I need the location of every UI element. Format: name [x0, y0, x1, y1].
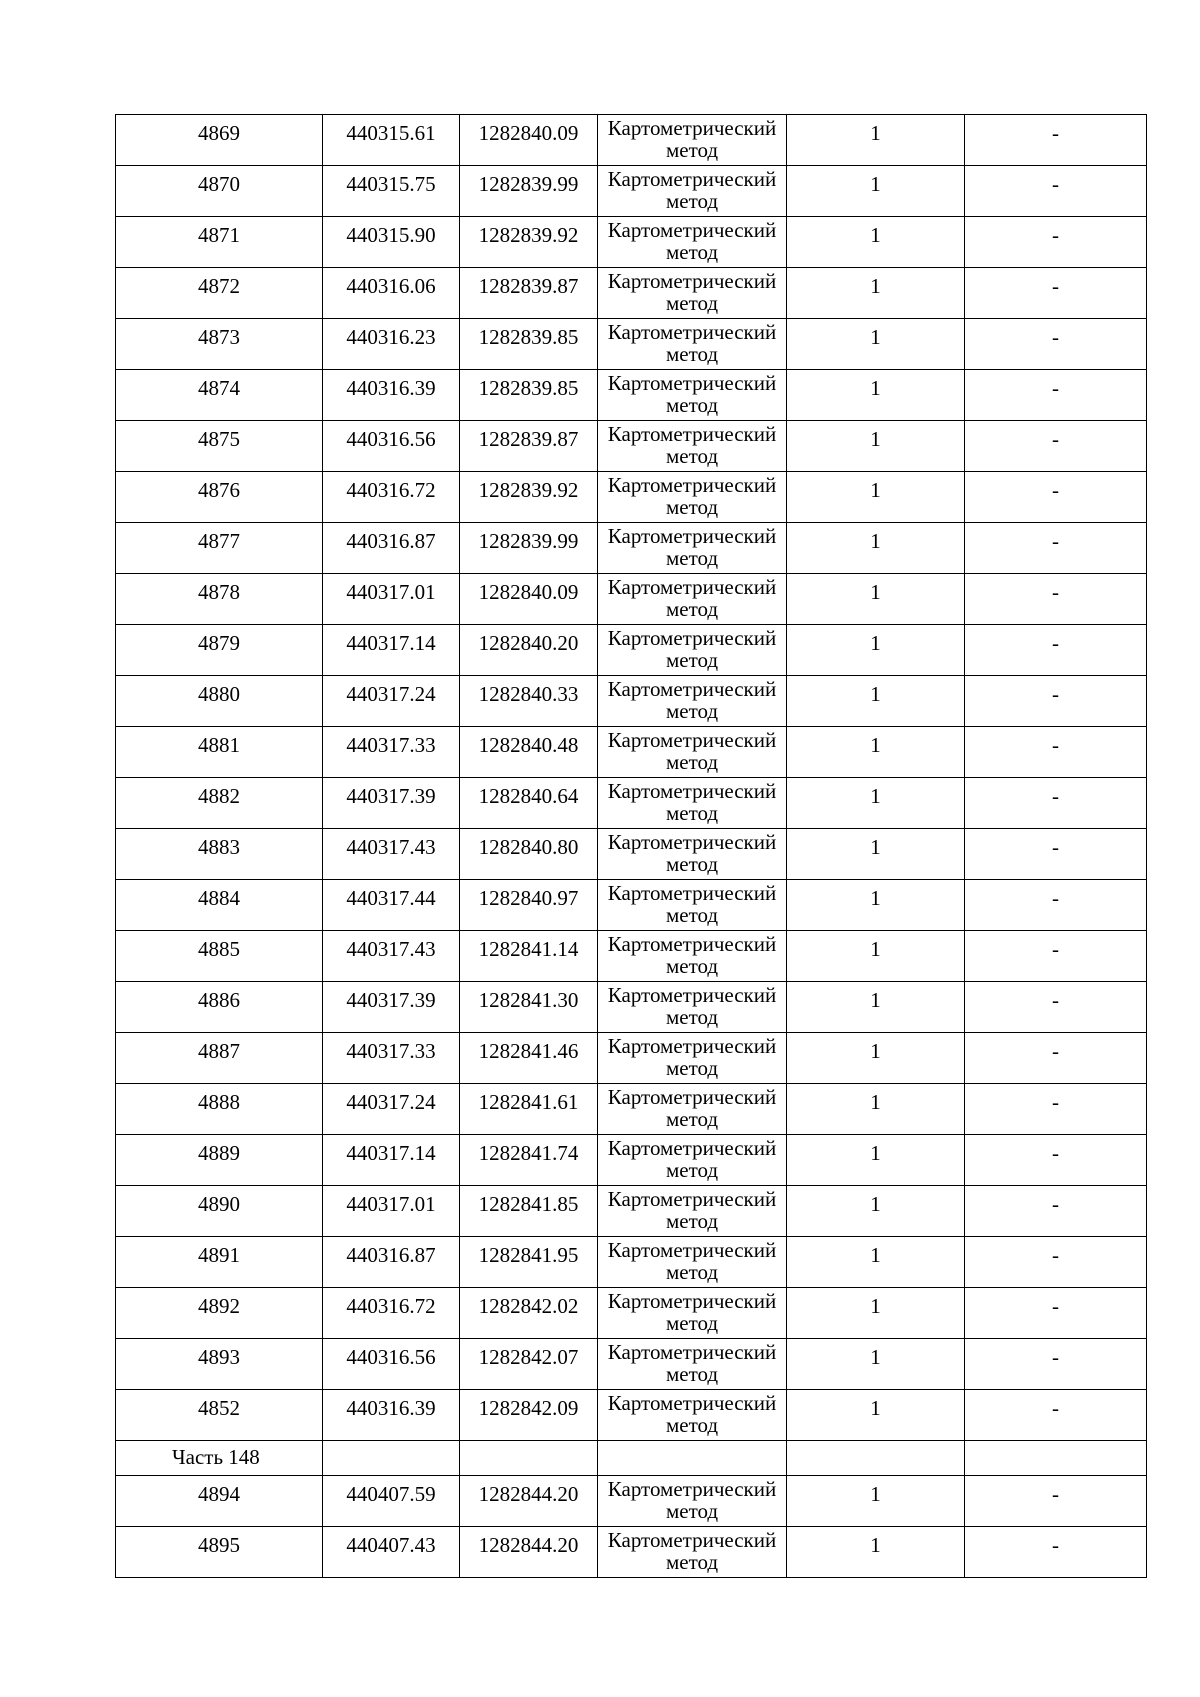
accuracy-cell: 1: [787, 1476, 965, 1527]
x-coordinate-cell: 440317.24: [323, 1084, 460, 1135]
note-cell: -: [965, 523, 1147, 574]
point-number-cell: 4895: [116, 1527, 323, 1578]
table-row: [116, 268, 1147, 319]
note-cell: -: [965, 1237, 1147, 1288]
accuracy-cell: 1: [787, 1527, 965, 1578]
x-coordinate-cell: 440316.72: [323, 1288, 460, 1339]
x-coordinate-cell: 440316.56: [323, 1339, 460, 1390]
x-coordinate-cell: 440316.23: [323, 319, 460, 370]
note-cell: -: [965, 1135, 1147, 1186]
note-cell: -: [965, 625, 1147, 676]
x-coordinate-cell: 440316.06: [323, 268, 460, 319]
note-cell: -: [965, 1084, 1147, 1135]
accuracy-cell: 1: [787, 1390, 965, 1441]
point-number-cell: 4881: [116, 727, 323, 778]
x-coordinate-cell: 440317.14: [323, 625, 460, 676]
point-number-cell: 4887: [116, 1033, 323, 1084]
method-cell: Картометрический метод: [598, 370, 787, 421]
accuracy-cell: 1: [787, 166, 965, 217]
accuracy-cell: 1: [787, 625, 965, 676]
x-coordinate-cell: 440407.43: [323, 1527, 460, 1578]
point-number-cell: 4892: [116, 1288, 323, 1339]
method-cell: Картометрический метод: [598, 1527, 787, 1578]
x-coordinate-cell: 440316.87: [323, 1237, 460, 1288]
table-row: [116, 523, 1147, 574]
x-coordinate-cell: 440317.01: [323, 1186, 460, 1237]
method-cell: Картометрический метод: [598, 319, 787, 370]
y-coordinate-cell: 1282841.95: [460, 1237, 598, 1288]
note-cell: -: [965, 319, 1147, 370]
point-number-cell: 4891: [116, 1237, 323, 1288]
method-cell: Картометрический метод: [598, 1288, 787, 1339]
note-cell: -: [965, 370, 1147, 421]
accuracy-cell: 1: [787, 982, 965, 1033]
method-cell: Картометрический метод: [598, 472, 787, 523]
method-cell: Картометрический метод: [598, 1186, 787, 1237]
table-row: [116, 1084, 1147, 1135]
note-cell: -: [965, 115, 1147, 166]
accuracy-cell: 1: [787, 421, 965, 472]
x-coordinate-cell: 440317.01: [323, 574, 460, 625]
method-cell: Картометрический метод: [598, 829, 787, 880]
method-cell: Картометрический метод: [598, 1390, 787, 1441]
accuracy-cell: 1: [787, 829, 965, 880]
table-row: [116, 1186, 1147, 1237]
x-coordinate-cell: 440316.56: [323, 421, 460, 472]
y-coordinate-cell: 1282839.85: [460, 370, 598, 421]
empty-cell: [965, 1441, 1147, 1476]
empty-cell: [460, 1441, 598, 1476]
note-cell: -: [965, 1476, 1147, 1527]
y-coordinate-cell: 1282841.14: [460, 931, 598, 982]
point-number-cell: 4878: [116, 574, 323, 625]
y-coordinate-cell: 1282840.97: [460, 880, 598, 931]
table-row: [116, 1033, 1147, 1084]
note-cell: -: [965, 829, 1147, 880]
x-coordinate-cell: 440317.24: [323, 676, 460, 727]
point-number-cell: 4874: [116, 370, 323, 421]
note-cell: -: [965, 1033, 1147, 1084]
x-coordinate-cell: 440317.39: [323, 778, 460, 829]
y-coordinate-cell: 1282839.92: [460, 472, 598, 523]
y-coordinate-cell: 1282839.87: [460, 268, 598, 319]
method-cell: Картометрический метод: [598, 1339, 787, 1390]
table-row: [116, 676, 1147, 727]
note-cell: -: [965, 1390, 1147, 1441]
accuracy-cell: 1: [787, 268, 965, 319]
accuracy-cell: 1: [787, 1288, 965, 1339]
method-cell: Картометрический метод: [598, 421, 787, 472]
y-coordinate-cell: 1282839.85: [460, 319, 598, 370]
method-cell: Картометрический метод: [598, 166, 787, 217]
accuracy-cell: 1: [787, 880, 965, 931]
y-coordinate-cell: 1282841.85: [460, 1186, 598, 1237]
note-cell: -: [965, 268, 1147, 319]
x-coordinate-cell: 440316.39: [323, 1390, 460, 1441]
point-number-cell: 4876: [116, 472, 323, 523]
point-number-cell: 4871: [116, 217, 323, 268]
coordinates-table: [115, 114, 1147, 1578]
point-number-cell: 4852: [116, 1390, 323, 1441]
note-cell: -: [965, 472, 1147, 523]
table-row: [116, 1339, 1147, 1390]
accuracy-cell: 1: [787, 1135, 965, 1186]
note-cell: -: [965, 1288, 1147, 1339]
point-number-cell: 4893: [116, 1339, 323, 1390]
method-cell: Картометрический метод: [598, 676, 787, 727]
note-cell: -: [965, 1339, 1147, 1390]
note-cell: -: [965, 166, 1147, 217]
accuracy-cell: 1: [787, 370, 965, 421]
method-cell: Картометрический метод: [598, 778, 787, 829]
method-cell: Картометрический метод: [598, 982, 787, 1033]
y-coordinate-cell: 1282842.02: [460, 1288, 598, 1339]
y-coordinate-cell: 1282839.99: [460, 523, 598, 574]
accuracy-cell: 1: [787, 1339, 965, 1390]
table-row: [116, 115, 1147, 166]
method-cell: Картометрический метод: [598, 625, 787, 676]
point-number-cell: 4877: [116, 523, 323, 574]
x-coordinate-cell: 440317.43: [323, 829, 460, 880]
point-number-cell: 4869: [116, 115, 323, 166]
point-number-cell: 4882: [116, 778, 323, 829]
table-row: [116, 829, 1147, 880]
method-cell: Картометрический метод: [598, 523, 787, 574]
table-row: [116, 727, 1147, 778]
y-coordinate-cell: 1282841.61: [460, 1084, 598, 1135]
table-row: [116, 1135, 1147, 1186]
y-coordinate-cell: 1282842.07: [460, 1339, 598, 1390]
table-row: [116, 1390, 1147, 1441]
x-coordinate-cell: 440317.39: [323, 982, 460, 1033]
y-coordinate-cell: 1282841.74: [460, 1135, 598, 1186]
x-coordinate-cell: 440315.75: [323, 166, 460, 217]
point-number-cell: 4889: [116, 1135, 323, 1186]
empty-cell: [323, 1441, 460, 1476]
y-coordinate-cell: 1282840.33: [460, 676, 598, 727]
method-cell: Картометрический метод: [598, 1135, 787, 1186]
accuracy-cell: 1: [787, 472, 965, 523]
method-cell: Картометрический метод: [598, 1084, 787, 1135]
empty-cell: [598, 1441, 787, 1476]
accuracy-cell: 1: [787, 523, 965, 574]
method-cell: Картометрический метод: [598, 727, 787, 778]
table-body: [116, 115, 1147, 1578]
table-row: [116, 166, 1147, 217]
note-cell: -: [965, 421, 1147, 472]
accuracy-cell: 1: [787, 574, 965, 625]
x-coordinate-cell: 440317.44: [323, 880, 460, 931]
table-row: [116, 319, 1147, 370]
point-number-cell: 4888: [116, 1084, 323, 1135]
note-cell: -: [965, 1186, 1147, 1237]
note-cell: -: [965, 1527, 1147, 1578]
table-row: [116, 370, 1147, 421]
section-row: [116, 1441, 1147, 1476]
note-cell: -: [965, 778, 1147, 829]
x-coordinate-cell: 440317.33: [323, 1033, 460, 1084]
accuracy-cell: 1: [787, 778, 965, 829]
table-row: [116, 1476, 1147, 1527]
table-row: [116, 778, 1147, 829]
table-row: [116, 217, 1147, 268]
x-coordinate-cell: 440315.61: [323, 115, 460, 166]
accuracy-cell: 1: [787, 676, 965, 727]
table-row: [116, 1237, 1147, 1288]
x-coordinate-cell: 440315.90: [323, 217, 460, 268]
note-cell: -: [965, 982, 1147, 1033]
y-coordinate-cell: 1282839.99: [460, 166, 598, 217]
y-coordinate-cell: 1282840.64: [460, 778, 598, 829]
empty-cell: [787, 1441, 965, 1476]
method-cell: Картометрический метод: [598, 1237, 787, 1288]
section-label: Часть 148: [116, 1441, 323, 1476]
table-row: [116, 1527, 1147, 1578]
y-coordinate-cell: 1282839.92: [460, 217, 598, 268]
point-number-cell: 4875: [116, 421, 323, 472]
table-row: [116, 472, 1147, 523]
table-row: [116, 880, 1147, 931]
table-row: [116, 1288, 1147, 1339]
point-number-cell: 4879: [116, 625, 323, 676]
accuracy-cell: 1: [787, 1186, 965, 1237]
note-cell: -: [965, 727, 1147, 778]
y-coordinate-cell: 1282840.20: [460, 625, 598, 676]
accuracy-cell: 1: [787, 115, 965, 166]
point-number-cell: 4872: [116, 268, 323, 319]
method-cell: Картометрический метод: [598, 268, 787, 319]
accuracy-cell: 1: [787, 217, 965, 268]
point-number-cell: 4870: [116, 166, 323, 217]
y-coordinate-cell: 1282841.30: [460, 982, 598, 1033]
note-cell: -: [965, 217, 1147, 268]
point-number-cell: 4880: [116, 676, 323, 727]
y-coordinate-cell: 1282840.80: [460, 829, 598, 880]
point-number-cell: 4890: [116, 1186, 323, 1237]
y-coordinate-cell: 1282841.46: [460, 1033, 598, 1084]
point-number-cell: 4884: [116, 880, 323, 931]
x-coordinate-cell: 440317.14: [323, 1135, 460, 1186]
x-coordinate-cell: 440316.87: [323, 523, 460, 574]
x-coordinate-cell: 440316.72: [323, 472, 460, 523]
y-coordinate-cell: 1282842.09: [460, 1390, 598, 1441]
method-cell: Картометрический метод: [598, 1033, 787, 1084]
point-number-cell: 4873: [116, 319, 323, 370]
x-coordinate-cell: 440317.33: [323, 727, 460, 778]
y-coordinate-cell: 1282844.20: [460, 1476, 598, 1527]
table-row: [116, 574, 1147, 625]
table-row: [116, 625, 1147, 676]
x-coordinate-cell: 440317.43: [323, 931, 460, 982]
table-row: [116, 931, 1147, 982]
point-number-cell: 4885: [116, 931, 323, 982]
method-cell: Картометрический метод: [598, 1476, 787, 1527]
note-cell: -: [965, 931, 1147, 982]
x-coordinate-cell: 440316.39: [323, 370, 460, 421]
point-number-cell: 4894: [116, 1476, 323, 1527]
accuracy-cell: 1: [787, 319, 965, 370]
y-coordinate-cell: 1282840.09: [460, 574, 598, 625]
method-cell: Картометрический метод: [598, 115, 787, 166]
note-cell: -: [965, 676, 1147, 727]
method-cell: Картометрический метод: [598, 931, 787, 982]
table-row: [116, 982, 1147, 1033]
method-cell: Картометрический метод: [598, 880, 787, 931]
accuracy-cell: 1: [787, 1033, 965, 1084]
y-coordinate-cell: 1282840.48: [460, 727, 598, 778]
accuracy-cell: 1: [787, 1084, 965, 1135]
note-cell: -: [965, 574, 1147, 625]
method-cell: Картометрический метод: [598, 217, 787, 268]
point-number-cell: 4886: [116, 982, 323, 1033]
x-coordinate-cell: 440407.59: [323, 1476, 460, 1527]
accuracy-cell: 1: [787, 727, 965, 778]
y-coordinate-cell: 1282840.09: [460, 115, 598, 166]
note-cell: -: [965, 880, 1147, 931]
y-coordinate-cell: 1282839.87: [460, 421, 598, 472]
table-row: [116, 421, 1147, 472]
accuracy-cell: 1: [787, 1237, 965, 1288]
method-cell: Картометрический метод: [598, 574, 787, 625]
point-number-cell: 4883: [116, 829, 323, 880]
y-coordinate-cell: 1282844.20: [460, 1527, 598, 1578]
accuracy-cell: 1: [787, 931, 965, 982]
